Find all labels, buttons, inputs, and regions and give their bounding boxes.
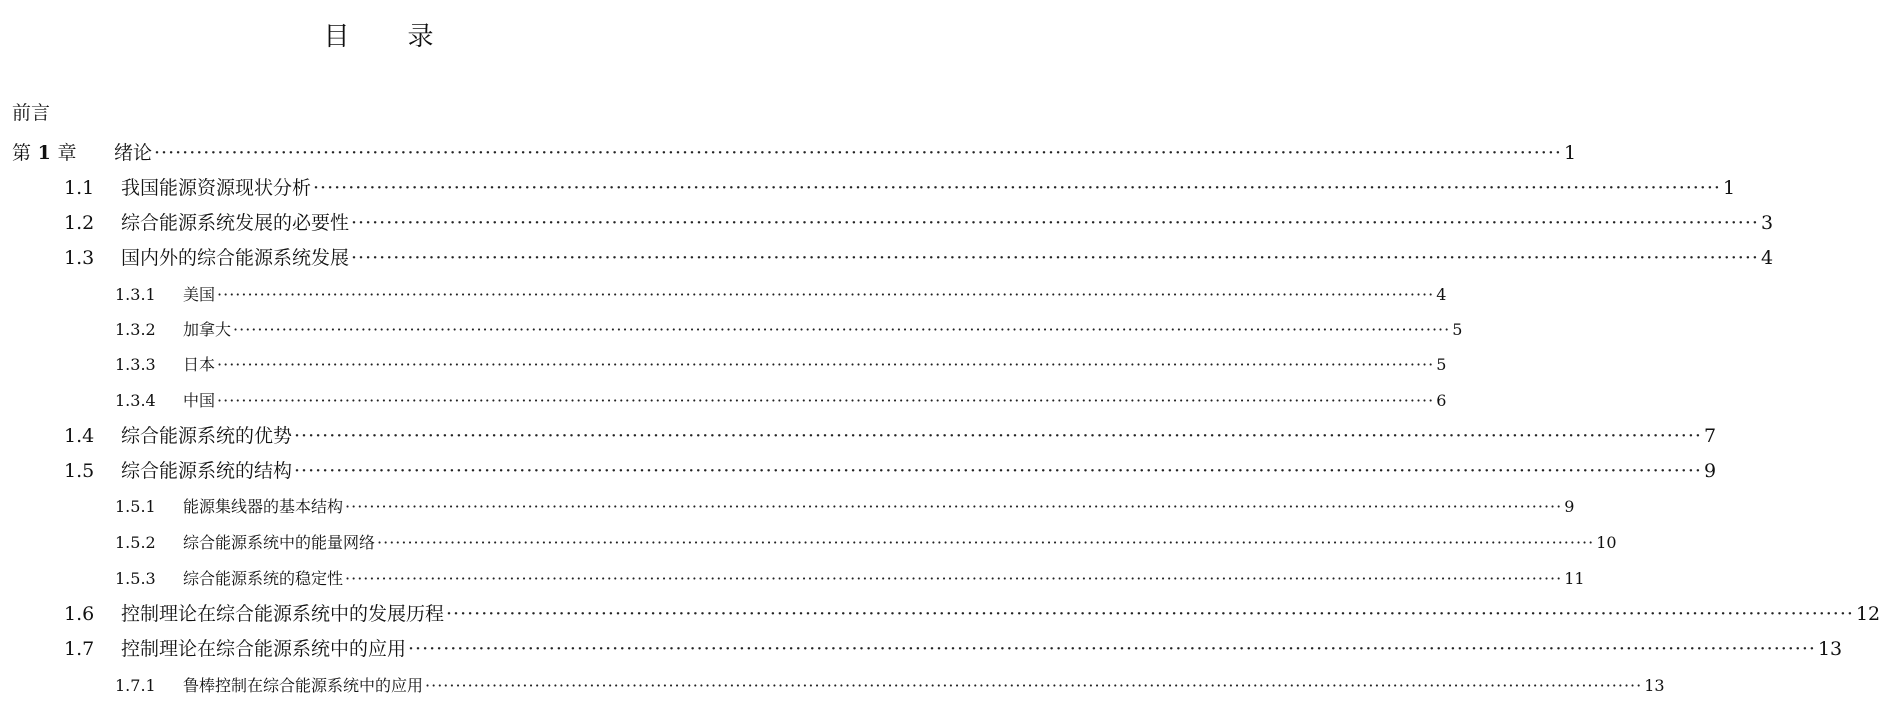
page-number: 11: [1564, 569, 1585, 588]
toc-entry-1-5-3: [115, 566, 1585, 589]
toc-entry-1-5-2: [115, 530, 1617, 553]
chapter-label: 绪论: [114, 142, 153, 164]
page-number: 6: [1436, 391, 1447, 410]
dot-leader: ········································································································································································································: [408, 638, 1816, 660]
page-number: 7: [1703, 425, 1717, 447]
dot-leader: ········································································································································································································: [154, 142, 1562, 164]
dot-leader: ········································································································································································································: [233, 320, 1451, 339]
section-number: 1.6: [64, 603, 95, 625]
page-number: 3: [1760, 212, 1774, 234]
subsection-label: 综合能源系统的稳定性: [183, 569, 344, 588]
chapter-number: 第 1 章: [12, 142, 77, 164]
subsection-label: 美国: [183, 285, 216, 304]
section-label: 控制理论在综合能源系统中的发展历程: [121, 603, 445, 625]
dot-leader: ········································································································································································································: [217, 355, 1435, 374]
dot-leader: ········································································································································································································: [217, 285, 1435, 304]
subsection-label: 加拿大: [183, 320, 232, 339]
section-label: 我国能源资源现状分析: [121, 177, 312, 199]
toc-entry-1-1: [64, 173, 1736, 200]
dot-leader: ········································································································································································································: [313, 177, 1721, 199]
subsection-number: 1.5.3: [115, 569, 156, 588]
dot-leader: ········································································································································································································: [294, 425, 1702, 447]
page-number: 13: [1817, 638, 1843, 660]
page-number: 5: [1452, 320, 1463, 339]
toc-entry-1-7-1: [115, 673, 1665, 696]
page-number: 12: [1855, 603, 1880, 625]
dot-leader: ········································································································································································································: [351, 247, 1759, 269]
toc-preface: 前言: [12, 102, 51, 124]
toc-entry-1-3-3: [115, 352, 1447, 375]
toc-entry-chapter-1: [12, 138, 1577, 165]
toc-entry-1-2: [64, 208, 1774, 235]
section-label: 控制理论在综合能源系统中的应用: [121, 638, 407, 660]
page-number: 1: [1563, 142, 1577, 164]
subsection-label: 中国: [183, 391, 216, 410]
page-number: 4: [1436, 285, 1447, 304]
toc-entry-1-3-2: [115, 317, 1463, 340]
subsection-number: 1.5.2: [115, 533, 156, 552]
toc-entry-1-4: [64, 421, 1717, 448]
subsection-number: 1.7.1: [115, 676, 156, 695]
dot-leader: ········································································································································································································: [425, 676, 1643, 695]
subsection-number: 1.3.1: [115, 285, 156, 304]
subsection-number: 1.3.2: [115, 320, 156, 339]
toc-entry-1-3-1: [115, 282, 1447, 305]
toc-entry-1-3-4: [115, 388, 1447, 411]
section-number: 1.4: [64, 425, 95, 447]
section-label: 综合能源系统的结构: [121, 460, 293, 482]
subsection-number: 1.5.1: [115, 497, 156, 516]
dot-leader: ········································································································································································································: [345, 497, 1563, 516]
toc-entry-1-5: [64, 456, 1717, 483]
dot-leader: ········································································································································································································: [351, 212, 1759, 234]
subsection-number: 1.3.3: [115, 355, 156, 374]
toc-entry-1-5-1: [115, 494, 1575, 517]
section-number: 1.1: [64, 177, 95, 199]
page-number: 13: [1644, 676, 1665, 695]
dot-leader: ········································································································································································································: [377, 533, 1595, 552]
dot-leader: ········································································································································································································: [446, 603, 1854, 625]
page-number: 9: [1564, 497, 1575, 516]
section-label: 综合能源系统发展的必要性: [121, 212, 350, 234]
page-number: 9: [1703, 460, 1717, 482]
section-label: 国内外的综合能源系统发展: [121, 247, 350, 269]
toc-title-char-1: 目: [323, 21, 350, 52]
section-number: 1.5: [64, 460, 95, 482]
toc-entry-1-6: [64, 599, 1880, 626]
toc-entry-1-3: [64, 243, 1774, 270]
section-number: 1.2: [64, 212, 95, 234]
subsection-number: 1.3.4: [115, 391, 156, 410]
section-number: 1.3: [64, 247, 95, 269]
subsection-label: 能源集线器的基本结构: [183, 497, 344, 516]
dot-leader: ········································································································································································································: [345, 569, 1563, 588]
page-number: 10: [1596, 533, 1617, 552]
subsection-label: 日本: [183, 355, 216, 374]
page-number: 5: [1436, 355, 1447, 374]
page-number: 1: [1722, 177, 1736, 199]
toc-entry-1-7: [64, 634, 1843, 661]
dot-leader: ········································································································································································································: [217, 391, 1435, 410]
toc-title-char-2: 录: [407, 21, 434, 52]
subsection-label: 综合能源系统中的能量网络: [183, 533, 376, 552]
section-number: 1.7: [64, 638, 95, 660]
page-number: 4: [1760, 247, 1774, 269]
subsection-label: 鲁棒控制在综合能源系统中的应用: [183, 676, 424, 695]
dot-leader: ········································································································································································································: [294, 460, 1702, 482]
section-label: 综合能源系统的优势: [121, 425, 293, 447]
